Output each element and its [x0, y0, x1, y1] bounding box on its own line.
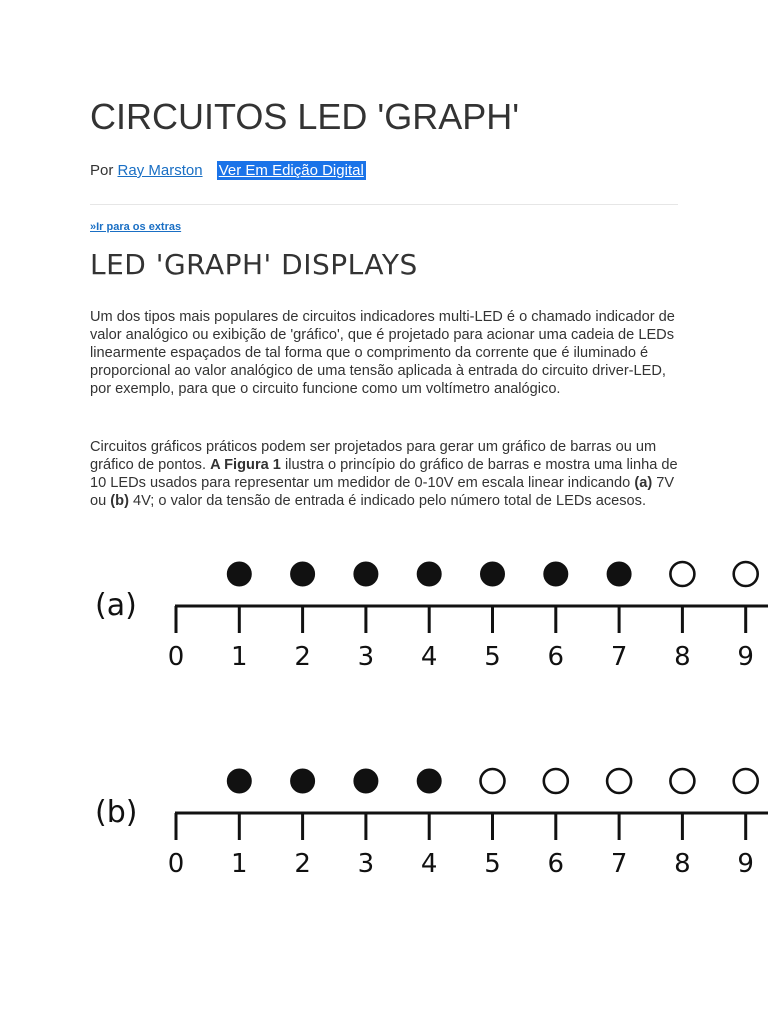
led-off	[481, 769, 505, 793]
scale-tick-label: 0	[167, 642, 185, 672]
led-on	[354, 562, 378, 586]
led-on	[291, 769, 315, 793]
scale-tick-label: 5	[484, 642, 501, 672]
scale-tick-label: 2	[294, 642, 311, 672]
scale-tick-label: 6	[547, 642, 565, 672]
led-off	[544, 769, 568, 793]
led-on	[227, 769, 251, 793]
led-off	[607, 769, 631, 793]
scale-tick-label: 4	[420, 642, 438, 672]
scale-tick-label: 7	[610, 642, 628, 672]
digital-edition-link[interactable]: Ver Em Edição Digital	[218, 162, 364, 179]
scale-tick-label: 8	[674, 642, 691, 672]
led-off	[734, 562, 758, 586]
divider	[90, 204, 678, 205]
paragraph-intro: Um dos tipos mais populares de circuitos indicadores multi-LED é o chamado indicador de valor analógico ou exibição de 'gráfico', que é projetado para acionar uma cadeia de LEDs linearmente espaçados de tal forma que o comprimento da corrente que é iluminado é proporcional ao valor analógico de uma tensão aplicada à entrada do circuito driver-LED, por exemplo, para que o circuito funcione como um voltímetro analógico.	[90, 309, 675, 397]
scale-tick-label: 5	[484, 849, 501, 879]
paragraph-figure	[90, 438, 680, 510]
led-on	[417, 562, 441, 586]
label-a: (a)	[634, 475, 653, 491]
scale-tick-label: 0	[167, 849, 185, 879]
byline-prefix: Por	[90, 162, 114, 179]
scale-tick-label: 1	[231, 642, 248, 672]
paragraph-text: Circuitos gráficos práticos podem ser projetados para gerar um gráfico de barras ou um gráfico de pontos.	[90, 439, 657, 473]
led-on	[481, 562, 505, 586]
scale-tick-label: 4	[420, 849, 438, 879]
page-title: CIRCUITOS LED 'GRAPH'	[90, 96, 520, 137]
paragraph-text: 7V ou	[90, 475, 675, 509]
byline	[90, 162, 366, 179]
figure-reference: A Figura 1	[210, 457, 281, 473]
author-link[interactable]: Ray Marston	[117, 162, 203, 179]
scale-tick-label: 9	[737, 642, 754, 672]
led-on	[227, 562, 251, 586]
scale-tick-label: 8	[674, 849, 691, 879]
scale-tick-label: 7	[610, 849, 628, 879]
scale-tick-label: 1	[231, 849, 248, 879]
led-on	[354, 769, 378, 793]
led-off	[670, 562, 694, 586]
paragraph-text: ilustra o princípio do gráfico de barras e mostra uma linha de 10 LEDs usados para representar um medidor de 0-10V em escala linear indicando	[90, 457, 678, 491]
scale-tick-label: 3	[357, 642, 375, 672]
led-on	[417, 769, 441, 793]
scale-tick-label: 9	[737, 849, 754, 879]
scale-tick-label: 2	[294, 849, 311, 879]
label-b: (b)	[110, 493, 129, 509]
extras-link[interactable]: »Ir para os extras	[90, 221, 182, 233]
paragraph-text: 4V; o valor da tensão de entrada é indicado pelo número total de LEDs acesos.	[133, 493, 647, 509]
led-graph-svg	[90, 552, 768, 882]
led-on	[607, 562, 631, 586]
scale-tick-label: 6	[547, 849, 565, 879]
led-off	[734, 769, 758, 793]
led-off	[670, 769, 694, 793]
led-graph-figure	[90, 552, 768, 882]
led-on	[544, 562, 568, 586]
panel-label: (a)	[95, 588, 137, 623]
scale-tick-label: 3	[357, 849, 375, 879]
led-on	[291, 562, 315, 586]
panel-label: (b)	[95, 795, 138, 830]
section-heading: LED 'GRAPH' DISPLAYS	[90, 248, 418, 281]
